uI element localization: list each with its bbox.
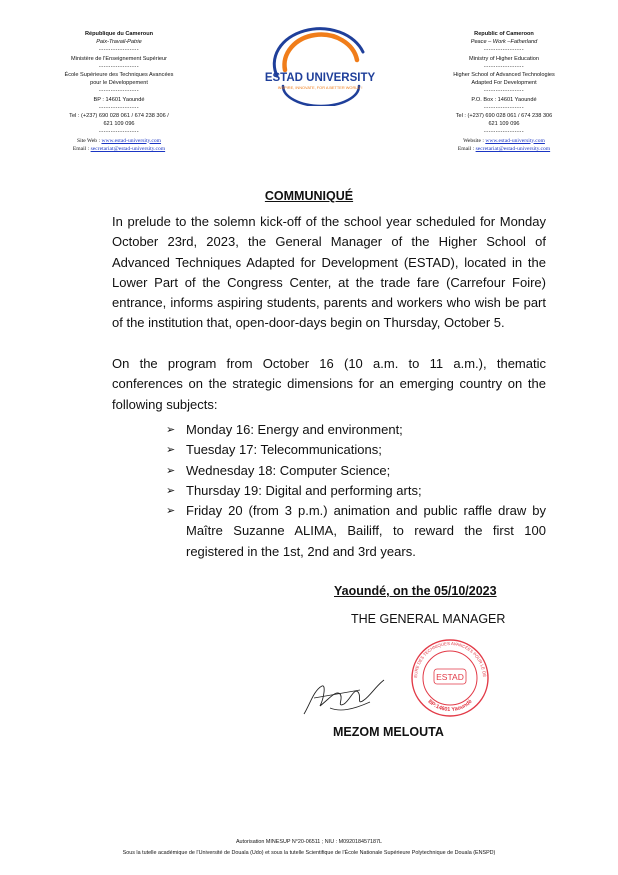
separator: ----------------- bbox=[483, 63, 525, 70]
phone-en-line2: 621 109 096 bbox=[488, 121, 520, 128]
website-row-fr bbox=[55, 137, 183, 145]
document-title: COMMUNIQUÉ bbox=[264, 189, 354, 203]
school-name-en-line1: Higher School of Advanced Technologies bbox=[453, 72, 555, 79]
website-label: Site Web : bbox=[76, 137, 102, 144]
ministry-fr: Ministère de l'Enseignement Supérieur bbox=[71, 55, 167, 62]
stamp-ring-text: EURE DES TECHNIQUES AVANCÉES POUR LE DÉ bbox=[412, 640, 488, 678]
paragraph-intro: In prelude to the solemn kick-off of the school year scheduled for Monday October 23rd, 2023, the General Manager of the Higher School of Advanced Techniques Adapted for Development (ESTAD), located in the Lower Part of the Congress Center, at the trade fare (Carrefour Foire) entrance, informs aspiring students, parents and workers who wish be part of the institution that, open-door-days begin on Thursday, October 5. bbox=[112, 214, 546, 331]
list-item bbox=[166, 440, 546, 460]
po-box-fr: BP : 14601 Yaoundé bbox=[93, 96, 145, 103]
list-item-text: Thursday 19: Digital and performing arts; bbox=[186, 482, 422, 498]
list-item-text: Friday 20 (from 3 p.m.) animation and public raffle draw by Maître Suzanne ALIMA, Bailiff, to reward the first 100 registered in the 1st, 2nd and 3rd years. bbox=[186, 503, 546, 559]
country-fr: République du Cameroun bbox=[84, 31, 154, 37]
list-item bbox=[166, 481, 546, 501]
school-name-fr-line1: École Supérieure des Techniques Avancées bbox=[64, 72, 174, 79]
logo-orange-arc bbox=[285, 35, 357, 70]
school-name-fr-line2: pour le Développement bbox=[90, 80, 148, 87]
arrow-bullet-icon: ➢ bbox=[166, 505, 176, 518]
list-item-text: Monday 16: Energy and environment; bbox=[186, 422, 403, 437]
email-link[interactable]: secretariat@estad-university.com bbox=[475, 145, 551, 152]
separator: ----------------- bbox=[98, 129, 140, 136]
program-list bbox=[166, 420, 546, 562]
signatory-title: THE GENERAL MANAGER bbox=[351, 612, 506, 626]
logo-tagline: INSPIRE, INNOVATE, FOR A BETTER WORLD ! bbox=[277, 85, 363, 90]
email-row-fr bbox=[55, 145, 183, 153]
separator: ----------------- bbox=[483, 88, 525, 95]
separator: ----------------- bbox=[98, 104, 140, 111]
stamp-bottom-text: BP:14601 Yaoundé bbox=[426, 698, 474, 714]
website-link[interactable]: www.estad-university.com bbox=[101, 137, 162, 144]
header-left bbox=[55, 30, 183, 153]
ministry-en: Ministry of Higher Education bbox=[469, 55, 539, 62]
list-item bbox=[166, 461, 546, 481]
phone-fr-line1: Tel : (+237) 690 028 061 / 674 238 306 / bbox=[69, 113, 169, 120]
logo-name: ESTAD UNIVERSITY bbox=[264, 72, 376, 84]
arrow-bullet-icon: ➢ bbox=[166, 424, 176, 436]
list-item bbox=[166, 420, 546, 440]
separator: ----------------- bbox=[483, 129, 525, 136]
separator: ----------------- bbox=[98, 88, 140, 95]
phone-en-line1: Tel : (+237) 690 028 061 / 674 238 306 bbox=[455, 113, 553, 120]
signature-stroke bbox=[304, 680, 384, 714]
motto-fr: Paix-Travail-Patrie bbox=[96, 39, 142, 46]
po-box-en: P.O. Box : 14601 Yaoundé bbox=[471, 96, 537, 103]
school-name-en-line2: Adapted For Development bbox=[471, 80, 537, 87]
website-row-en bbox=[440, 137, 568, 145]
motto-en: Peace – Work –Fatherland bbox=[470, 39, 538, 46]
header-right bbox=[440, 30, 568, 153]
handwritten-signature bbox=[300, 668, 390, 722]
separator: ----------------- bbox=[483, 104, 525, 111]
arrow-bullet-icon: ➢ bbox=[166, 464, 176, 477]
paragraph-program: On the program from October 16 (10 a.m. to 11 a.m.), thematic conferences on the strategic dimensions for an emerging country on the following subjects: bbox=[112, 356, 546, 412]
separator: ----------------- bbox=[98, 47, 140, 54]
country-en: Republic of Cameroon bbox=[474, 31, 534, 37]
official-stamp bbox=[403, 638, 497, 718]
list-item bbox=[166, 501, 546, 562]
email-label: Email : bbox=[457, 145, 476, 152]
email-link[interactable]: secretariat@estad-university.com bbox=[90, 145, 166, 152]
signatory-name: MEZOM MELOUTA bbox=[333, 725, 444, 739]
estad-university-logo bbox=[255, 26, 385, 106]
website-label: Website : bbox=[463, 137, 486, 144]
arrow-bullet-icon: ➢ bbox=[166, 444, 176, 457]
arrow-bullet-icon: ➢ bbox=[166, 484, 176, 497]
email-row-en bbox=[440, 145, 568, 153]
footer-authorisation: Autorisation MINESUP N°20-06511 ; NIU : M092018457187L bbox=[235, 839, 383, 845]
separator: ----------------- bbox=[98, 63, 140, 70]
footer-tutelage: Sous la tutelle académique de l'Université de Douala (Udo) et sous la tutelle Scientifique de l'École Nationale Supérieure Polytechnique de Douala (ENSPD) bbox=[122, 850, 496, 856]
stamp-center-text: ESTAD bbox=[436, 672, 464, 682]
phone-fr-line2: 621 109 096 bbox=[103, 121, 135, 128]
list-item-text: Tuesday 17: Telecommunications; bbox=[186, 442, 382, 458]
list-item-text: Wednesday 18: Computer Science; bbox=[186, 462, 391, 478]
email-label: Email : bbox=[72, 145, 91, 152]
place-and-date: Yaoundé, on the 05/10/2023 bbox=[334, 584, 497, 598]
website-link[interactable]: www.estad-university.com bbox=[485, 137, 545, 144]
separator: ----------------- bbox=[483, 47, 525, 54]
